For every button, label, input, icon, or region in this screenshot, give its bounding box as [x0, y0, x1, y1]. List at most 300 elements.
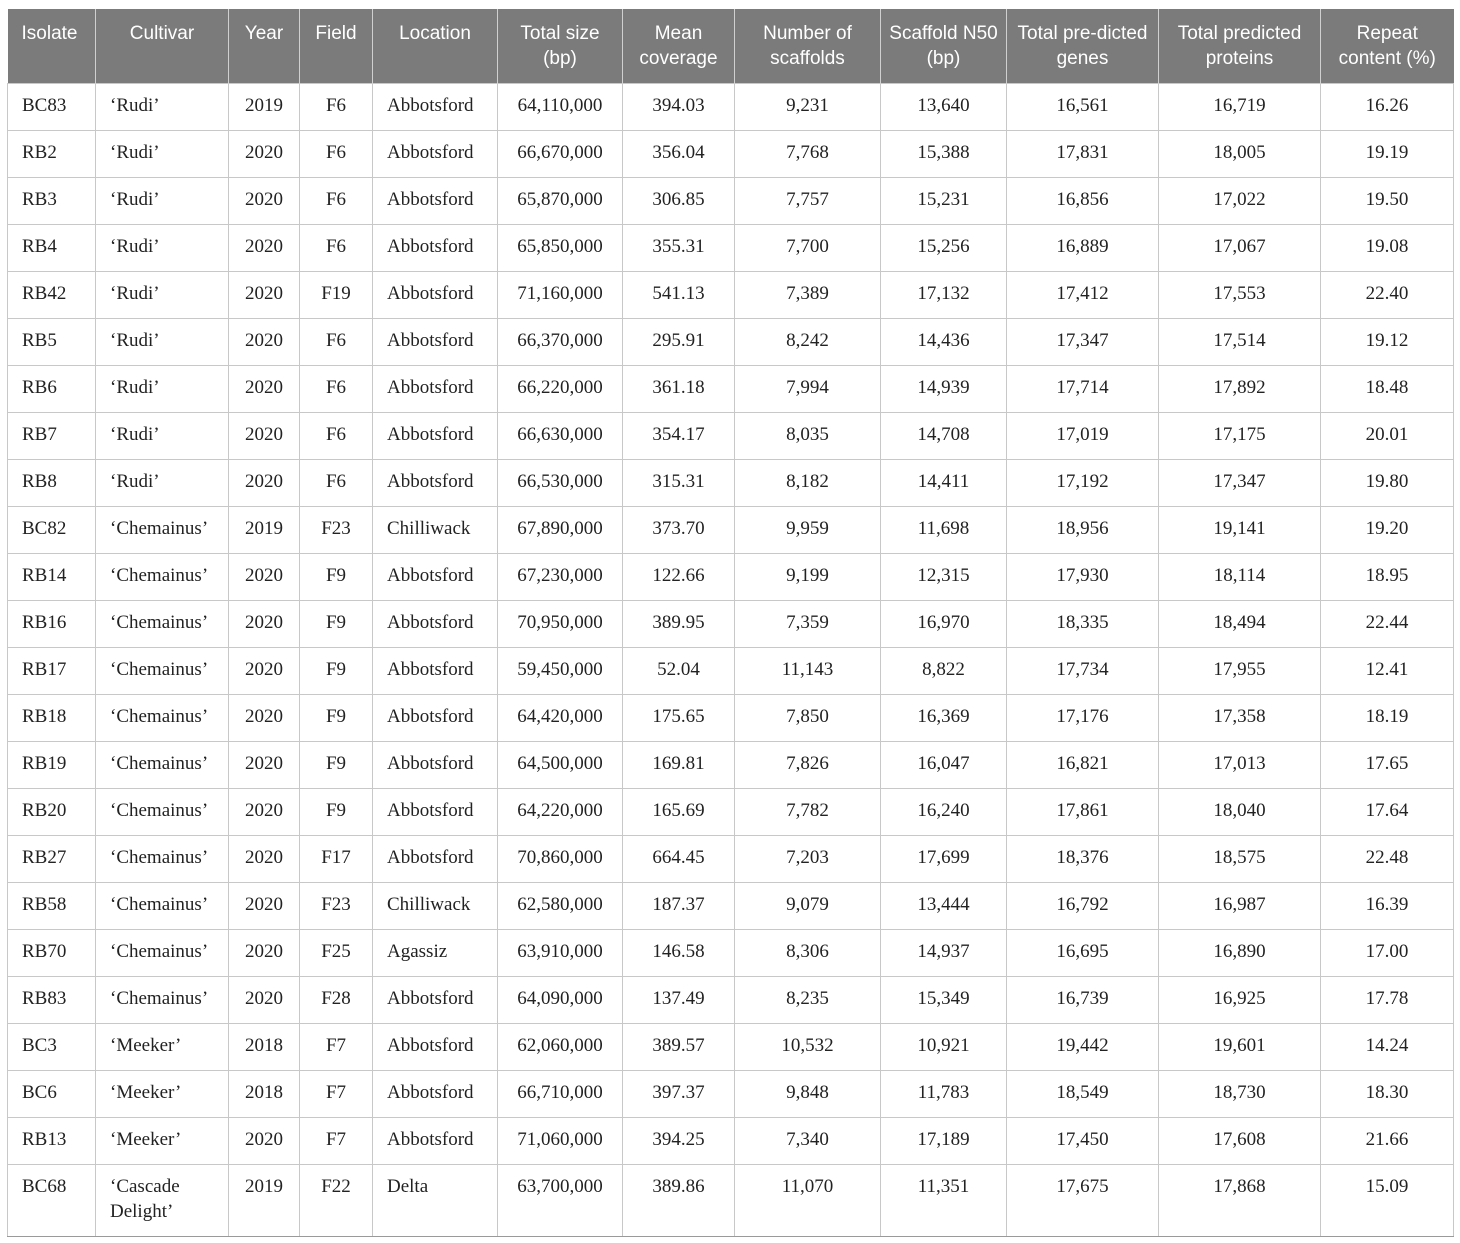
cell-field: F19 — [300, 271, 373, 318]
cell-cultivar: ‘Meeker’ — [96, 1117, 229, 1164]
cell-repeat-content: 18.30 — [1321, 1070, 1454, 1117]
header-total-size: Total size (bp) — [498, 9, 623, 83]
cell-repeat-content: 18.95 — [1321, 553, 1454, 600]
cell-total-size: 71,160,000 — [498, 271, 623, 318]
cell-predicted-genes: 16,889 — [1007, 224, 1159, 271]
table-row — [8, 1117, 1454, 1164]
cell-scaffold-n50: 11,351 — [881, 1164, 1007, 1236]
cell-year: 2020 — [229, 929, 300, 976]
cell-field: F6 — [300, 177, 373, 224]
cell-mean-coverage: 389.95 — [623, 600, 735, 647]
cell-predicted-proteins: 18,494 — [1159, 600, 1321, 647]
cell-field: F9 — [300, 741, 373, 788]
cell-field: F6 — [300, 224, 373, 271]
table-row — [8, 882, 1454, 929]
cell-location: Abbotsford — [373, 1117, 498, 1164]
cell-field: F17 — [300, 835, 373, 882]
cell-scaffold-count: 9,079 — [735, 882, 881, 929]
cell-isolate: BC83 — [8, 83, 96, 130]
cell-scaffold-count: 7,203 — [735, 835, 881, 882]
table-body — [8, 83, 1454, 1236]
cell-location: Abbotsford — [373, 177, 498, 224]
cell-cultivar: ‘Chemainus’ — [96, 647, 229, 694]
cell-predicted-proteins: 16,719 — [1159, 83, 1321, 130]
table-row — [8, 600, 1454, 647]
table-row — [8, 647, 1454, 694]
cell-mean-coverage: 187.37 — [623, 882, 735, 929]
cell-mean-coverage: 361.18 — [623, 365, 735, 412]
cell-scaffold-count: 7,994 — [735, 365, 881, 412]
cell-field: F9 — [300, 647, 373, 694]
cell-field: F6 — [300, 130, 373, 177]
cell-year: 2018 — [229, 1023, 300, 1070]
cell-isolate: RB58 — [8, 882, 96, 929]
cell-cultivar: ‘Chemainus’ — [96, 694, 229, 741]
cell-mean-coverage: 541.13 — [623, 271, 735, 318]
cell-year: 2020 — [229, 788, 300, 835]
cell-total-size: 62,580,000 — [498, 882, 623, 929]
cell-mean-coverage: 397.37 — [623, 1070, 735, 1117]
header-year: Year — [229, 9, 300, 83]
cell-location: Abbotsford — [373, 412, 498, 459]
table-row — [8, 459, 1454, 506]
cell-scaffold-count: 7,826 — [735, 741, 881, 788]
cell-total-size: 66,370,000 — [498, 318, 623, 365]
cell-total-size: 70,860,000 — [498, 835, 623, 882]
cell-predicted-proteins: 17,358 — [1159, 694, 1321, 741]
cell-mean-coverage: 122.66 — [623, 553, 735, 600]
cell-cultivar: ‘Rudi’ — [96, 83, 229, 130]
cell-isolate: RB70 — [8, 929, 96, 976]
cell-mean-coverage: 306.85 — [623, 177, 735, 224]
header-isolate: Isolate — [8, 9, 96, 83]
table-row — [8, 1023, 1454, 1070]
cell-predicted-proteins: 18,114 — [1159, 553, 1321, 600]
cell-predicted-proteins: 18,005 — [1159, 130, 1321, 177]
cell-predicted-proteins: 17,514 — [1159, 318, 1321, 365]
cell-repeat-content: 16.26 — [1321, 83, 1454, 130]
cell-location: Abbotsford — [373, 741, 498, 788]
cell-scaffold-count: 9,959 — [735, 506, 881, 553]
cell-repeat-content: 20.01 — [1321, 412, 1454, 459]
cell-year: 2020 — [229, 835, 300, 882]
cell-year: 2019 — [229, 1164, 300, 1236]
cell-total-size: 64,110,000 — [498, 83, 623, 130]
cell-repeat-content: 22.48 — [1321, 835, 1454, 882]
cell-predicted-proteins: 17,553 — [1159, 271, 1321, 318]
cell-scaffold-n50: 15,388 — [881, 130, 1007, 177]
table-row — [8, 318, 1454, 365]
table-row — [8, 929, 1454, 976]
cell-repeat-content: 19.12 — [1321, 318, 1454, 365]
cell-isolate: RB14 — [8, 553, 96, 600]
table-row — [8, 412, 1454, 459]
cell-location: Abbotsford — [373, 600, 498, 647]
cell-predicted-genes: 17,412 — [1007, 271, 1159, 318]
cell-predicted-proteins: 18,575 — [1159, 835, 1321, 882]
table-row — [8, 224, 1454, 271]
cell-mean-coverage: 389.57 — [623, 1023, 735, 1070]
cell-total-size: 67,890,000 — [498, 506, 623, 553]
cell-isolate: RB4 — [8, 224, 96, 271]
cell-predicted-genes: 17,192 — [1007, 459, 1159, 506]
cell-cultivar: ‘Rudi’ — [96, 459, 229, 506]
cell-predicted-proteins: 17,347 — [1159, 459, 1321, 506]
cell-mean-coverage: 664.45 — [623, 835, 735, 882]
table-header-row — [8, 9, 1454, 83]
cell-isolate: RB42 — [8, 271, 96, 318]
cell-scaffold-count: 10,532 — [735, 1023, 881, 1070]
cell-mean-coverage: 315.31 — [623, 459, 735, 506]
cell-location: Abbotsford — [373, 83, 498, 130]
cell-total-size: 62,060,000 — [498, 1023, 623, 1070]
cell-repeat-content: 19.20 — [1321, 506, 1454, 553]
cell-cultivar: ‘Rudi’ — [96, 412, 229, 459]
cell-year: 2020 — [229, 271, 300, 318]
cell-location: Delta — [373, 1164, 498, 1236]
cell-predicted-genes: 17,714 — [1007, 365, 1159, 412]
cell-scaffold-n50: 15,231 — [881, 177, 1007, 224]
header-number-of-scaffolds: Number of scaffolds — [735, 9, 881, 83]
cell-mean-coverage: 175.65 — [623, 694, 735, 741]
cell-year: 2020 — [229, 412, 300, 459]
cell-year: 2018 — [229, 1070, 300, 1117]
cell-total-size: 64,420,000 — [498, 694, 623, 741]
cell-predicted-genes: 17,450 — [1007, 1117, 1159, 1164]
header-mean-coverage: Mean coverage — [623, 9, 735, 83]
table-row — [8, 553, 1454, 600]
cell-scaffold-n50: 10,921 — [881, 1023, 1007, 1070]
cell-predicted-genes: 17,831 — [1007, 130, 1159, 177]
cell-field: F6 — [300, 318, 373, 365]
table-row — [8, 1164, 1454, 1236]
genome-assembly-table — [7, 9, 1454, 1237]
cell-cultivar: ‘Cascade Delight’ — [96, 1164, 229, 1236]
cell-field: F6 — [300, 365, 373, 412]
cell-repeat-content: 22.40 — [1321, 271, 1454, 318]
cell-location: Abbotsford — [373, 647, 498, 694]
cell-location: Chilliwack — [373, 506, 498, 553]
cell-total-size: 63,700,000 — [498, 1164, 623, 1236]
cell-location: Abbotsford — [373, 271, 498, 318]
cell-predicted-genes: 17,734 — [1007, 647, 1159, 694]
cell-isolate: BC82 — [8, 506, 96, 553]
cell-location: Agassiz — [373, 929, 498, 976]
table-row — [8, 741, 1454, 788]
cell-isolate: RB19 — [8, 741, 96, 788]
cell-cultivar: ‘Meeker’ — [96, 1023, 229, 1070]
cell-cultivar: ‘Chemainus’ — [96, 506, 229, 553]
cell-year: 2020 — [229, 694, 300, 741]
cell-predicted-proteins: 17,868 — [1159, 1164, 1321, 1236]
cell-scaffold-count: 7,850 — [735, 694, 881, 741]
cell-predicted-proteins: 17,892 — [1159, 365, 1321, 412]
cell-predicted-proteins: 17,608 — [1159, 1117, 1321, 1164]
cell-isolate: RB27 — [8, 835, 96, 882]
cell-predicted-proteins: 16,890 — [1159, 929, 1321, 976]
cell-location: Abbotsford — [373, 553, 498, 600]
cell-predicted-genes: 17,861 — [1007, 788, 1159, 835]
cell-scaffold-n50: 16,047 — [881, 741, 1007, 788]
header-location: Location — [373, 9, 498, 83]
cell-scaffold-count: 7,782 — [735, 788, 881, 835]
cell-isolate: RB5 — [8, 318, 96, 365]
cell-year: 2019 — [229, 506, 300, 553]
cell-total-size: 67,230,000 — [498, 553, 623, 600]
cell-scaffold-n50: 17,189 — [881, 1117, 1007, 1164]
cell-scaffold-n50: 11,783 — [881, 1070, 1007, 1117]
cell-total-size: 65,870,000 — [498, 177, 623, 224]
cell-location: Abbotsford — [373, 1023, 498, 1070]
cell-predicted-genes: 18,335 — [1007, 600, 1159, 647]
cell-scaffold-n50: 14,411 — [881, 459, 1007, 506]
cell-year: 2020 — [229, 882, 300, 929]
cell-predicted-genes: 18,956 — [1007, 506, 1159, 553]
cell-predicted-genes: 17,019 — [1007, 412, 1159, 459]
cell-location: Abbotsford — [373, 788, 498, 835]
cell-total-size: 70,950,000 — [498, 600, 623, 647]
cell-scaffold-count: 8,035 — [735, 412, 881, 459]
cell-mean-coverage: 356.04 — [623, 130, 735, 177]
cell-isolate: BC68 — [8, 1164, 96, 1236]
cell-cultivar: ‘Rudi’ — [96, 224, 229, 271]
cell-isolate: RB2 — [8, 130, 96, 177]
cell-total-size: 59,450,000 — [498, 647, 623, 694]
cell-predicted-proteins: 16,925 — [1159, 976, 1321, 1023]
cell-repeat-content: 19.08 — [1321, 224, 1454, 271]
cell-mean-coverage: 146.58 — [623, 929, 735, 976]
cell-total-size: 66,630,000 — [498, 412, 623, 459]
cell-scaffold-count: 9,199 — [735, 553, 881, 600]
cell-year: 2020 — [229, 130, 300, 177]
cell-predicted-genes: 17,347 — [1007, 318, 1159, 365]
cell-scaffold-count: 7,389 — [735, 271, 881, 318]
cell-year: 2020 — [229, 741, 300, 788]
cell-scaffold-n50: 14,939 — [881, 365, 1007, 412]
cell-mean-coverage: 389.86 — [623, 1164, 735, 1236]
cell-scaffold-count: 8,306 — [735, 929, 881, 976]
cell-location: Abbotsford — [373, 224, 498, 271]
cell-scaffold-n50: 16,240 — [881, 788, 1007, 835]
cell-scaffold-count: 8,182 — [735, 459, 881, 506]
cell-predicted-genes: 16,792 — [1007, 882, 1159, 929]
cell-predicted-genes: 18,549 — [1007, 1070, 1159, 1117]
cell-scaffold-n50: 15,256 — [881, 224, 1007, 271]
cell-scaffold-n50: 12,315 — [881, 553, 1007, 600]
cell-year: 2020 — [229, 647, 300, 694]
cell-location: Abbotsford — [373, 1070, 498, 1117]
table-row — [8, 130, 1454, 177]
cell-year: 2020 — [229, 318, 300, 365]
cell-cultivar: ‘Rudi’ — [96, 271, 229, 318]
cell-scaffold-n50: 16,369 — [881, 694, 1007, 741]
cell-scaffold-count: 11,070 — [735, 1164, 881, 1236]
cell-repeat-content: 17.78 — [1321, 976, 1454, 1023]
cell-repeat-content: 17.00 — [1321, 929, 1454, 976]
cell-scaffold-n50: 13,444 — [881, 882, 1007, 929]
cell-location: Abbotsford — [373, 130, 498, 177]
cell-predicted-proteins: 17,022 — [1159, 177, 1321, 224]
cell-cultivar: ‘Rudi’ — [96, 365, 229, 412]
cell-field: F22 — [300, 1164, 373, 1236]
cell-field: F6 — [300, 412, 373, 459]
cell-mean-coverage: 355.31 — [623, 224, 735, 271]
cell-total-size: 64,500,000 — [498, 741, 623, 788]
cell-repeat-content: 21.66 — [1321, 1117, 1454, 1164]
table-row — [8, 788, 1454, 835]
cell-scaffold-n50: 17,699 — [881, 835, 1007, 882]
cell-total-size: 63,910,000 — [498, 929, 623, 976]
cell-isolate: RB13 — [8, 1117, 96, 1164]
cell-predicted-genes: 17,675 — [1007, 1164, 1159, 1236]
cell-year: 2020 — [229, 553, 300, 600]
cell-field: F25 — [300, 929, 373, 976]
table-row — [8, 976, 1454, 1023]
cell-isolate: RB8 — [8, 459, 96, 506]
cell-location: Abbotsford — [373, 365, 498, 412]
cell-mean-coverage: 394.25 — [623, 1117, 735, 1164]
cell-scaffold-n50: 16,970 — [881, 600, 1007, 647]
cell-field: F9 — [300, 788, 373, 835]
table-row — [8, 177, 1454, 224]
cell-field: F7 — [300, 1117, 373, 1164]
cell-cultivar: ‘Rudi’ — [96, 318, 229, 365]
cell-predicted-genes: 19,442 — [1007, 1023, 1159, 1070]
cell-scaffold-n50: 14,708 — [881, 412, 1007, 459]
cell-mean-coverage: 137.49 — [623, 976, 735, 1023]
cell-cultivar: ‘Chemainus’ — [96, 929, 229, 976]
cell-repeat-content: 19.80 — [1321, 459, 1454, 506]
cell-isolate: RB6 — [8, 365, 96, 412]
cell-scaffold-count: 7,757 — [735, 177, 881, 224]
cell-repeat-content: 15.09 — [1321, 1164, 1454, 1236]
header-repeat-content: Repeat content (%) — [1321, 9, 1454, 83]
cell-predicted-genes: 16,821 — [1007, 741, 1159, 788]
cell-scaffold-count: 7,359 — [735, 600, 881, 647]
cell-mean-coverage: 373.70 — [623, 506, 735, 553]
cell-predicted-proteins: 17,175 — [1159, 412, 1321, 459]
cell-mean-coverage: 52.04 — [623, 647, 735, 694]
cell-repeat-content: 17.64 — [1321, 788, 1454, 835]
table-row — [8, 83, 1454, 130]
table-row — [8, 835, 1454, 882]
cell-total-size: 66,670,000 — [498, 130, 623, 177]
cell-predicted-proteins: 19,141 — [1159, 506, 1321, 553]
cell-isolate: BC3 — [8, 1023, 96, 1070]
cell-field: F6 — [300, 83, 373, 130]
cell-mean-coverage: 394.03 — [623, 83, 735, 130]
cell-scaffold-count: 7,340 — [735, 1117, 881, 1164]
cell-field: F23 — [300, 506, 373, 553]
cell-repeat-content: 18.19 — [1321, 694, 1454, 741]
cell-isolate: RB18 — [8, 694, 96, 741]
cell-isolate: RB83 — [8, 976, 96, 1023]
cell-mean-coverage: 165.69 — [623, 788, 735, 835]
cell-field: F9 — [300, 600, 373, 647]
cell-field: F6 — [300, 459, 373, 506]
cell-year: 2020 — [229, 365, 300, 412]
table-row — [8, 506, 1454, 553]
cell-cultivar: ‘Meeker’ — [96, 1070, 229, 1117]
header-predicted-proteins: Total predicted proteins — [1159, 9, 1321, 83]
cell-year: 2020 — [229, 224, 300, 271]
cell-repeat-content: 22.44 — [1321, 600, 1454, 647]
cell-cultivar: ‘Chemainus’ — [96, 788, 229, 835]
cell-mean-coverage: 169.81 — [623, 741, 735, 788]
cell-scaffold-n50: 11,698 — [881, 506, 1007, 553]
cell-total-size: 66,710,000 — [498, 1070, 623, 1117]
cell-predicted-genes: 16,561 — [1007, 83, 1159, 130]
cell-scaffold-count: 8,235 — [735, 976, 881, 1023]
cell-year: 2020 — [229, 976, 300, 1023]
cell-repeat-content: 16.39 — [1321, 882, 1454, 929]
header-cultivar: Cultivar — [96, 9, 229, 83]
cell-predicted-proteins: 16,987 — [1159, 882, 1321, 929]
cell-field: F28 — [300, 976, 373, 1023]
cell-predicted-genes: 17,176 — [1007, 694, 1159, 741]
cell-cultivar: ‘Chemainus’ — [96, 976, 229, 1023]
table-row — [8, 694, 1454, 741]
cell-field: F9 — [300, 553, 373, 600]
cell-isolate: RB17 — [8, 647, 96, 694]
cell-predicted-proteins: 17,955 — [1159, 647, 1321, 694]
cell-field: F7 — [300, 1023, 373, 1070]
cell-repeat-content: 19.50 — [1321, 177, 1454, 224]
cell-predicted-proteins: 17,067 — [1159, 224, 1321, 271]
cell-total-size: 66,220,000 — [498, 365, 623, 412]
cell-total-size: 64,220,000 — [498, 788, 623, 835]
cell-cultivar: ‘Rudi’ — [96, 130, 229, 177]
cell-isolate: RB20 — [8, 788, 96, 835]
cell-repeat-content: 19.19 — [1321, 130, 1454, 177]
cell-field: F7 — [300, 1070, 373, 1117]
cell-predicted-genes: 17,930 — [1007, 553, 1159, 600]
cell-scaffold-n50: 15,349 — [881, 976, 1007, 1023]
cell-scaffold-count: 8,242 — [735, 318, 881, 365]
cell-scaffold-count: 7,768 — [735, 130, 881, 177]
cell-location: Chilliwack — [373, 882, 498, 929]
cell-repeat-content: 14.24 — [1321, 1023, 1454, 1070]
cell-field: F9 — [300, 694, 373, 741]
cell-location: Abbotsford — [373, 318, 498, 365]
header-predicted-genes: Total pre-dicted genes — [1007, 9, 1159, 83]
cell-location: Abbotsford — [373, 694, 498, 741]
cell-predicted-genes: 16,739 — [1007, 976, 1159, 1023]
cell-predicted-genes: 16,695 — [1007, 929, 1159, 976]
cell-isolate: RB3 — [8, 177, 96, 224]
cell-year: 2020 — [229, 459, 300, 506]
cell-scaffold-n50: 17,132 — [881, 271, 1007, 318]
cell-cultivar: ‘Chemainus’ — [96, 741, 229, 788]
cell-cultivar: ‘Chemainus’ — [96, 835, 229, 882]
cell-cultivar: ‘Rudi’ — [96, 177, 229, 224]
cell-predicted-proteins: 18,730 — [1159, 1070, 1321, 1117]
cell-year: 2020 — [229, 600, 300, 647]
cell-location: Abbotsford — [373, 459, 498, 506]
cell-cultivar: ‘Chemainus’ — [96, 600, 229, 647]
table-row — [8, 271, 1454, 318]
cell-cultivar: ‘Chemainus’ — [96, 553, 229, 600]
cell-scaffold-n50: 13,640 — [881, 83, 1007, 130]
cell-scaffold-n50: 14,436 — [881, 318, 1007, 365]
cell-scaffold-count: 7,700 — [735, 224, 881, 271]
cell-repeat-content: 18.48 — [1321, 365, 1454, 412]
header-field: Field — [300, 9, 373, 83]
cell-scaffold-count: 11,143 — [735, 647, 881, 694]
cell-location: Abbotsford — [373, 835, 498, 882]
cell-predicted-genes: 16,856 — [1007, 177, 1159, 224]
cell-total-size: 65,850,000 — [498, 224, 623, 271]
